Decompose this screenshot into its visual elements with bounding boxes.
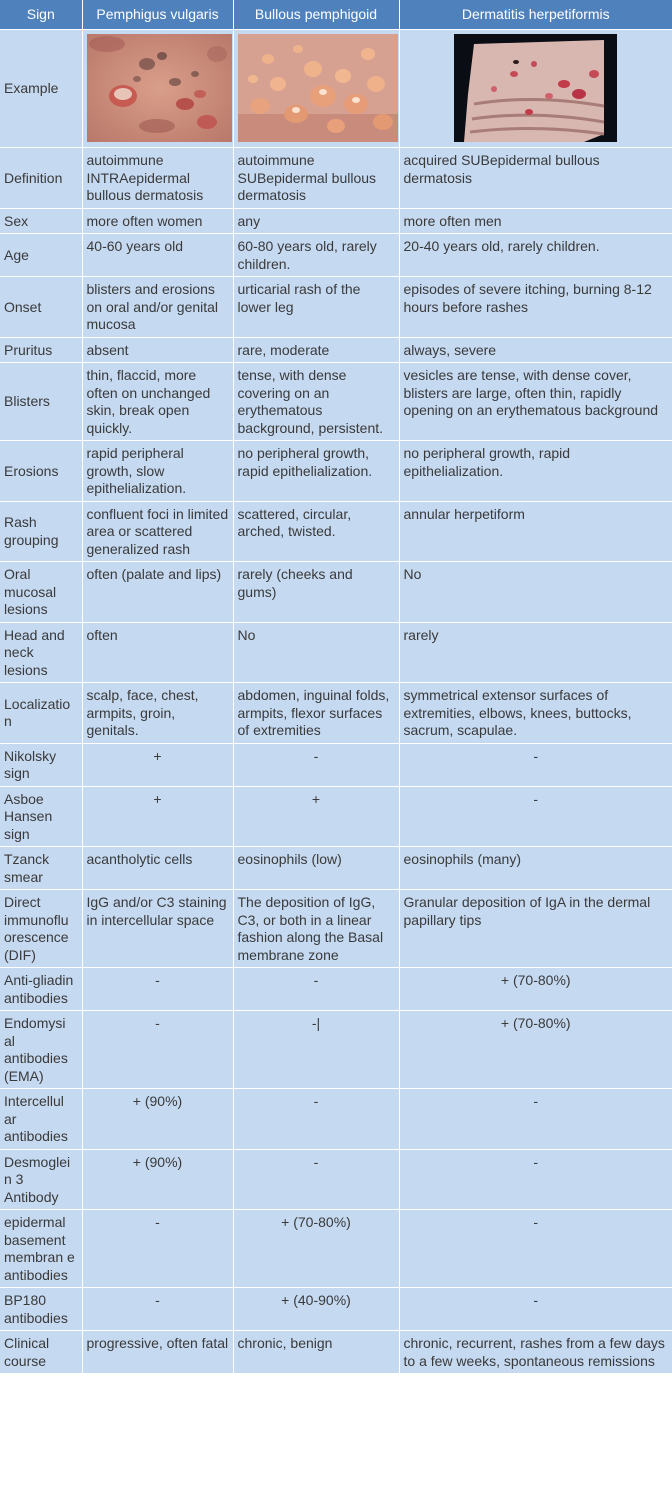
- example-row: [0, 30, 672, 148]
- pemphigus-vulgaris-cell: confluent foci in limited area or scattered generalized rash: [82, 501, 233, 562]
- table-row: [0, 1331, 672, 1374]
- dermatitis-herpetiformis-cell: rarely: [399, 622, 672, 683]
- dermatitis-herpetiformis-cell: eosinophils (many): [399, 847, 672, 890]
- sign-label: Erosions: [0, 441, 82, 502]
- pemphigus-vulgaris-cell: often (palate and lips): [82, 562, 233, 623]
- dermatitis-herpetiformis-cell: always, severe: [399, 337, 672, 363]
- bullous-pemphigoid-cell: No: [233, 622, 399, 683]
- dermatitis-herpetiformis-cell: -: [399, 1089, 672, 1150]
- table-row: [0, 501, 672, 562]
- bullous-pemphigoid-cell: chronic, benign: [233, 1331, 399, 1374]
- bullous-pemphigoid-cell: + (70-80%): [233, 1210, 399, 1288]
- table-row: [0, 441, 672, 502]
- pemphigus-vulgaris-cell: often: [82, 622, 233, 683]
- pemphigus-vulgaris-cell: more often women: [82, 208, 233, 234]
- pemphigus-vulgaris-cell: progressive, often fatal: [82, 1331, 233, 1374]
- sign-label: Sex: [0, 208, 82, 234]
- sign-label: Asboe Hansen sign: [0, 786, 82, 847]
- header-bullous-pemphigoid: Bullous pemphigoid: [233, 0, 399, 30]
- sign-label: Age: [0, 234, 82, 277]
- table-row: [0, 148, 672, 209]
- sign-label: Desmoglei n 3 Antibody: [0, 1149, 82, 1210]
- sign-label: Head and neck lesions: [0, 622, 82, 683]
- dermatitis-herpetiformis-photo-cell: [399, 30, 672, 148]
- pemphigus-vulgaris-cell: -: [82, 968, 233, 1011]
- table-row: [0, 562, 672, 623]
- table-row: [0, 1288, 672, 1331]
- dermatitis-herpetiformis-cell: chronic, recurrent, rashes from a few days to a few weeks, spontaneous remissions: [399, 1331, 672, 1374]
- bullous-pemphigoid-cell: abdomen, inguinal folds, armpits, flexor surfaces of extremities: [233, 683, 399, 744]
- dermatitis-herpetiformis-cell: more often men: [399, 208, 672, 234]
- table-row: [0, 968, 672, 1011]
- bullous-pemphigoid-cell: -|: [233, 1011, 399, 1089]
- table-row: [0, 363, 672, 441]
- header-dermatitis-herpetiformis: Dermatitis herpetiformis: [399, 0, 672, 30]
- bullous-pemphigoid-cell: eosinophils (low): [233, 847, 399, 890]
- dermatitis-herpetiformis-cell: episodes of severe itching, burning 8-12 hours before rashes: [399, 277, 672, 338]
- header-pemphigus-vulgaris: Pemphigus vulgaris: [82, 0, 233, 30]
- dermatitis-herpetiformis-cell: -: [399, 786, 672, 847]
- sign-label: Onset: [0, 277, 82, 338]
- pemphigus-vulgaris-cell: -: [82, 1288, 233, 1331]
- dermatitis-herpetiformis-cell: Granular deposition of IgA in the dermal papillary tips: [399, 890, 672, 968]
- sign-label: BP180 antibodies: [0, 1288, 82, 1331]
- pemphigus-vulgaris-cell: -: [82, 1011, 233, 1089]
- table-row: [0, 208, 672, 234]
- dermatitis-herpetiformis-cell: annular herpetiform: [399, 501, 672, 562]
- pemphigus-vulgaris-cell: + (90%): [82, 1149, 233, 1210]
- bullous-pemphigoid-cell: any: [233, 208, 399, 234]
- table-row: [0, 277, 672, 338]
- sign-label: epidermal basement membran e antibodies: [0, 1210, 82, 1288]
- table-row: [0, 1011, 672, 1089]
- dermatitis-herpetiformis-cell: + (70-80%): [399, 968, 672, 1011]
- bullous-pemphigoid-cell: tense, with dense covering on an erythematous background, persistent.: [233, 363, 399, 441]
- table-row: [0, 337, 672, 363]
- bullous-pemphigoid-cell: -: [233, 968, 399, 1011]
- sign-label: Tzanck smear: [0, 847, 82, 890]
- sign-label: Intercellul ar antibodies: [0, 1089, 82, 1150]
- sign-label: Anti-gliadin antibodies: [0, 968, 82, 1011]
- bullous-pemphigoid-cell: scattered, circular, arched, twisted.: [233, 501, 399, 562]
- sign-label: Nikolsky sign: [0, 743, 82, 786]
- bullous-pemphigoid-cell: The deposition of IgG, C3, or both in a linear fashion along the Basal membrane zone: [233, 890, 399, 968]
- sign-label: Oral mucosal lesions: [0, 562, 82, 623]
- pemphigus-vulgaris-cell: autoimmune INTRAepidermal bullous dermatosis: [82, 148, 233, 209]
- pemphigus-vulgaris-cell: acantholytic cells: [82, 847, 233, 890]
- pemphigus-vulgaris-cell: -: [82, 1210, 233, 1288]
- header-row: [0, 0, 672, 30]
- dermatitis-herpetiformis-cell: symmetrical extensor surfaces of extremities, elbows, knees, buttocks, sacrum, scapulae.: [399, 683, 672, 744]
- bullous-pemphigoid-cell: rare, moderate: [233, 337, 399, 363]
- dermatitis-herpetiformis-cell: + (70-80%): [399, 1011, 672, 1089]
- pemphigus-vulgaris-cell: +: [82, 786, 233, 847]
- dermatitis-herpetiformis-cell: No: [399, 562, 672, 623]
- bullous-pemphigoid-cell: -: [233, 1149, 399, 1210]
- dermatitis-herpetiformis-cell: vesicles are tense, with dense cover, blisters are large, often thin, rapidly opening on an erythematous background: [399, 363, 672, 441]
- sign-label: Definition: [0, 148, 82, 209]
- pemphigus-vulgaris-cell: thin, flaccid, more often on unchanged skin, break open quickly.: [82, 363, 233, 441]
- sign-label: Localizatio n: [0, 683, 82, 744]
- pemphigus-vulgaris-cell: 40-60 years old: [82, 234, 233, 277]
- bullous-pemphigoid-cell: -: [233, 743, 399, 786]
- pemphigus-vulgaris-cell: IgG and/or C3 staining in intercellular space: [82, 890, 233, 968]
- pemphigus-vulgaris-skin-photo: [87, 34, 232, 142]
- pemphigus-vulgaris-cell: absent: [82, 337, 233, 363]
- dermatitis-herpetiformis-cell: -: [399, 1288, 672, 1331]
- pemphigus-vulgaris-cell: + (90%): [82, 1089, 233, 1150]
- header-sign: Sign: [0, 0, 82, 30]
- dermatitis-herpetiformis-cell: -: [399, 1149, 672, 1210]
- table-row: [0, 786, 672, 847]
- bullous-pemphigoid-cell: +: [233, 786, 399, 847]
- sign-label: Pruritus: [0, 337, 82, 363]
- pemphigus-vulgaris-photo-cell: [82, 30, 233, 148]
- dermatitis-herpetiformis-cell: no peripheral growth, rapid epithelialization.: [399, 441, 672, 502]
- table-row: [0, 847, 672, 890]
- sign-label: Example: [0, 30, 82, 148]
- dermatitis-herpetiformis-skin-photo: [454, 34, 617, 142]
- dermatitis-herpetiformis-cell: -: [399, 1210, 672, 1288]
- bullous-pemphigoid-cell: -: [233, 1089, 399, 1150]
- table-row: [0, 234, 672, 277]
- sign-label: Rash grouping: [0, 501, 82, 562]
- table-row: [0, 1210, 672, 1288]
- table-row: [0, 1149, 672, 1210]
- pemphigus-vulgaris-cell: rapid peripheral growth, slow epithelialization.: [82, 441, 233, 502]
- table-row: [0, 1089, 672, 1150]
- bullous-pemphigoid-cell: no peripheral growth, rapid epithelialization.: [233, 441, 399, 502]
- pemphigus-vulgaris-cell: scalp, face, chest, armpits, groin, genitals.: [82, 683, 233, 744]
- pemphigus-vulgaris-cell: +: [82, 743, 233, 786]
- bullous-pemphigoid-photo-cell: [233, 30, 399, 148]
- bullous-pemphigoid-cell: rarely (cheeks and gums): [233, 562, 399, 623]
- bullous-pemphigoid-cell: autoimmune SUBepidermal bullous dermatosis: [233, 148, 399, 209]
- bullous-pemphigoid-cell: urticarial rash of the lower leg: [233, 277, 399, 338]
- dermatitis-herpetiformis-cell: acquired SUBepidermal bullous dermatosis: [399, 148, 672, 209]
- table-row: [0, 622, 672, 683]
- table-row: [0, 743, 672, 786]
- bullous-pemphigoid-skin-photo: [238, 34, 398, 142]
- table-row: [0, 683, 672, 744]
- bullous-pemphigoid-cell: + (40-90%): [233, 1288, 399, 1331]
- pemphigus-vulgaris-cell: blisters and erosions on oral and/or genital mucosa: [82, 277, 233, 338]
- sign-label: Blisters: [0, 363, 82, 441]
- table-row: [0, 890, 672, 968]
- sign-label: Endomysi al antibodies (EMA): [0, 1011, 82, 1089]
- bullous-pemphigoid-cell: 60-80 years old, rarely children.: [233, 234, 399, 277]
- dermatitis-herpetiformis-cell: -: [399, 743, 672, 786]
- dermatitis-herpetiformis-cell: 20-40 years old, rarely children.: [399, 234, 672, 277]
- sign-label: Clinical course: [0, 1331, 82, 1374]
- sign-label: Direct immunoflu orescence (DIF): [0, 890, 82, 968]
